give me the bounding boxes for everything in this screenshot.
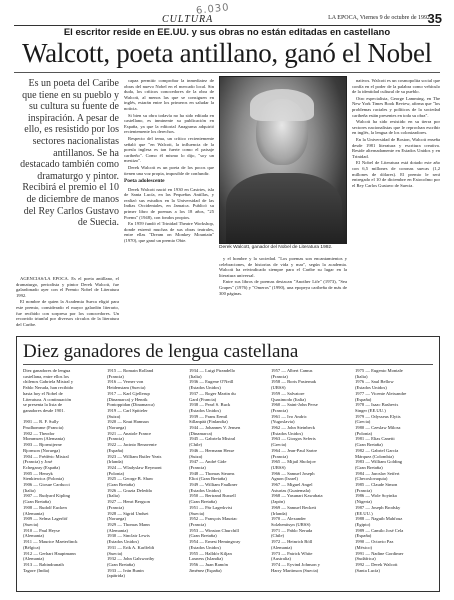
winner-entry: ganadores desde 1901. bbox=[23, 407, 65, 413]
winner-entry: (EE.UU.) bbox=[355, 510, 373, 516]
winner-entry: Jiménez (España) bbox=[189, 567, 222, 573]
article-paragraph: Derek Walcott es un poeta de los pocos que tienen una voz propia, imposible de confundir. bbox=[124, 164, 214, 176]
winner-entry: (Egipto) bbox=[355, 521, 371, 527]
masthead-date: LA EPOCA, Viernes 9 de octubre de 1992 bbox=[328, 15, 430, 21]
article-column-1 bbox=[16, 276, 119, 328]
winner-entry: Sienkiewicz (Polonia) bbox=[23, 476, 64, 482]
winner-entry: 1975 — Eugenio Montale bbox=[355, 368, 403, 373]
winners-column-1 bbox=[23, 368, 101, 573]
kicker: El escritor reside en EE.UU. y sus obras no están editadas en castellano bbox=[63, 27, 391, 38]
winner-entry: (Noruega) bbox=[107, 516, 126, 522]
winner-entry: 1960 — Saint-John Perse bbox=[271, 402, 318, 408]
winner-entry: Márquez (Colombia) bbox=[355, 453, 394, 459]
winner-entry: (España) bbox=[107, 447, 124, 453]
winner-entry: (Suecia) bbox=[23, 521, 39, 527]
winner-entry: (Estados Unidos) bbox=[189, 544, 221, 550]
winner-entry: 1963 — Giorgos Seferis bbox=[271, 436, 316, 442]
winner-entry: 1913 — Rabindranath bbox=[23, 561, 64, 567]
winner-entry: 1980 — Czeslaw Milosz bbox=[355, 425, 401, 431]
winner-entry: (Gran Bretaña) bbox=[189, 499, 217, 505]
winner-entry: (Gran Bretaña) bbox=[107, 561, 135, 567]
winner-entry: 1906 — Giosue Carducci bbox=[23, 482, 70, 488]
winner-entry: (Estados Unidos) bbox=[271, 430, 303, 436]
winner-entry: 1953 — Winston Churchill bbox=[189, 527, 239, 533]
winner-entry: Diez ganadores de lengua bbox=[23, 368, 71, 373]
winner-entry: (Estados Unidos) bbox=[189, 385, 221, 391]
section-name: CULTURA bbox=[162, 14, 214, 25]
winner-entry: (Polonia) bbox=[355, 430, 373, 436]
winner-entry: (Nigeria) bbox=[355, 499, 372, 505]
winner-entry: (Irlanda) bbox=[107, 459, 124, 465]
article-paragraph: capaz permitir comprobar la inmediatez de obras del nuevo Nobel en el mercado local. Sin duda, los críticos conocedores de la obra de Walcott, al menos las que se consiguen en inglés, estarán entre los primeros en saludar la noticia. bbox=[124, 78, 214, 111]
winner-entry: (Sudáfrica) bbox=[355, 556, 376, 562]
winner-entry: hasta hoy el Nobel de bbox=[23, 390, 63, 396]
winner-entry: 1977 — Vicente Aleixandre bbox=[355, 390, 407, 396]
winner-entry: 1984 — Jaroslav Seifert bbox=[355, 470, 400, 476]
article-paragraph: AGENCIAS/LA EPOCA. Es el poeta antillano, el dramaturgo, periodista y pintor Derek Walcott, fue galardonado ayer con el Premio Nobel de Literatura 1992. bbox=[16, 276, 119, 298]
winner-entry: 1910 — Paul Heyse bbox=[23, 527, 60, 533]
winner-entry: 1951 — Pär Lagerkvist bbox=[189, 504, 232, 510]
winner-entry: (Estados Unidos) bbox=[107, 539, 139, 545]
article-paragraph: Respecto del tema, un crítico recientemente señaló que "en Walcott, la influencia de la poesía inglesa es tan fuerte como el paisaje caribeño". Como él mismo lo dijo, "soy un mestizo". bbox=[124, 135, 214, 164]
winner-entry: (Japón) bbox=[271, 499, 285, 505]
winner-entry: 1978 — Isaac Bashevis bbox=[355, 402, 399, 408]
winner-entry: 1934 — Luigi Pirandello bbox=[189, 368, 236, 373]
winners-column-4 bbox=[271, 368, 351, 573]
winner-entry: 1938 — Pearl S. Buck bbox=[189, 402, 231, 408]
winner-entry: (Alemania) bbox=[23, 533, 44, 539]
article-paragraph: El Nobel de Literatura está dotado este año con 6,5 millones de coronas suecas (1,2 millones de dólares). El premio le será entregado el 10 de diciembre en Estocolmo por el Rey Carlos Gustavo de Suecia. bbox=[352, 160, 440, 188]
photo-caption: Derek Walcott, ganador del Nobel de Literatura 1992. bbox=[219, 245, 333, 250]
winner-entry: (Grecia) bbox=[271, 442, 287, 448]
winner-entry: Laxness (Islandia) bbox=[189, 556, 223, 562]
winner-entry: se presenta la lista de bbox=[23, 402, 63, 408]
winner-entry: 1908 — Rudolf Eucken bbox=[23, 504, 67, 510]
winner-entry: (España) bbox=[355, 396, 372, 402]
winner-entry: (Estados Unidos) bbox=[189, 487, 221, 493]
winner-entry: (Suiza) bbox=[189, 453, 203, 459]
winner-entry: 1991 — Nadine Gordimer bbox=[355, 550, 404, 556]
winner-entry: 1958 — Boris Pasternak bbox=[271, 379, 317, 385]
winner-entry: (Alemania) bbox=[23, 556, 44, 562]
winner-entry: chilenos Gabriela Mistral y bbox=[23, 379, 74, 385]
winners-sidebox bbox=[16, 336, 440, 592]
winner-entry: Echegaray (España) bbox=[23, 464, 60, 470]
winner-entry: Eliot (Gran Bretaña) bbox=[189, 476, 227, 482]
winner-entry: 1911 — Maurice Maeterlinck bbox=[23, 539, 78, 545]
winner-entry: 1966 — Samuel Joseph bbox=[271, 470, 315, 476]
winner-entry: 1954 — Ernest Hemingway bbox=[189, 539, 241, 545]
winner-entry: 1955 — Halldór Kiljan bbox=[189, 550, 232, 556]
winner-entry: (apátrida) bbox=[107, 573, 125, 579]
winner-entry: 1932 — John Galsworthy bbox=[107, 556, 155, 562]
winner-entry: 1902 — Theodor bbox=[23, 430, 55, 436]
winner-entry: Literatura. A continuación bbox=[23, 396, 72, 402]
article-paragraph: Otro especialista, George Lamming, en The New York Times Book Review, afirma que "los problemas raciales y políticos de la sociedad caribeña están presentes en toda su obra". bbox=[352, 95, 440, 118]
headline: Walcott, poeta antillano, ganó el Nobel bbox=[22, 38, 432, 68]
winner-entry: Agnon (Israel) bbox=[271, 476, 298, 482]
winner-entry: 1987 — Joseph Brodsky bbox=[355, 504, 401, 510]
winner-entry: (Australia) bbox=[271, 556, 291, 562]
winner-entry: (Francia) bbox=[107, 504, 124, 510]
winner-entry: (Irlanda) bbox=[271, 510, 288, 516]
winner-entry: Tagore (India) bbox=[23, 567, 50, 573]
winner-entry: 1920 — Knut Hamsun bbox=[107, 419, 149, 425]
winner-entry: 1921 — Anatole France bbox=[107, 430, 152, 436]
winner-entry: 1947 — André Gide bbox=[189, 459, 227, 465]
winner-entry: 1923 — William Butler Yeats bbox=[107, 453, 162, 459]
winner-entry: Prudhomme (Francia) bbox=[23, 425, 64, 431]
winner-entry: (Santa Lucía) bbox=[355, 567, 380, 573]
winners-column-3 bbox=[189, 368, 267, 573]
winner-entry: (Francia) bbox=[107, 373, 124, 379]
winner-entry: (Polonia) bbox=[107, 470, 125, 476]
winner-entry: (Estados Unidos) bbox=[355, 385, 387, 391]
winner-entry: Solzhenitsyn (URSS) bbox=[271, 521, 311, 527]
winner-entry: (Suecia) bbox=[107, 550, 123, 556]
winner-entry: Asturias (Guatemala) bbox=[271, 487, 311, 493]
winner-entry: 1949 — William Faulkner bbox=[189, 482, 238, 488]
winner-entry: 1948 — Thomas Stearns bbox=[189, 470, 235, 476]
winner-entry: 1905 — Henryk bbox=[23, 470, 53, 476]
winner-entry: 1944 — Johannes V. Jensen bbox=[189, 425, 241, 431]
winner-entry: (Francia) bbox=[271, 373, 288, 379]
winner-entry: 1945 — Gabriela Mistral bbox=[189, 436, 236, 442]
winner-entry: (Italia) bbox=[355, 373, 368, 379]
winner-entry: (Italia) bbox=[107, 493, 120, 499]
winner-entry: (Gran Bretaña) bbox=[189, 533, 217, 539]
winner-entry: Singer (EE.UU.) bbox=[355, 407, 386, 413]
winner-entry: Heidenstam (Suecia) bbox=[107, 385, 146, 391]
winner-entry: (Chile) bbox=[189, 442, 203, 448]
winner-entry: 1965 — Mijail Sholojov bbox=[271, 459, 317, 465]
page-header bbox=[14, 11, 442, 26]
article-column-4 bbox=[352, 78, 440, 189]
winner-entry: (Estados Unidos) bbox=[189, 407, 221, 413]
winner-entry: (Suecia) bbox=[189, 510, 205, 516]
winner-entry: (Francia) y José bbox=[23, 459, 53, 465]
winner-entry: 1973 — Patrick White bbox=[271, 550, 313, 556]
winners-column-5 bbox=[355, 368, 437, 573]
winner-entry: 1985 — Claude Simon bbox=[355, 482, 398, 488]
winner-entry: castellana, entre ellos los bbox=[23, 373, 69, 379]
sidebox-title: Diez ganadores de lengua castellana bbox=[23, 341, 299, 362]
winner-entry: Pontoppidan (Dinamarca) bbox=[107, 402, 155, 408]
winner-entry: (Italia) bbox=[189, 373, 202, 379]
winner-entry: Quasimodo (Italia) bbox=[271, 396, 306, 402]
winner-entry: (España) bbox=[355, 533, 372, 539]
winner-entry: (Francia) bbox=[189, 521, 206, 527]
winner-entry: 1957 — Albert Camus bbox=[271, 368, 313, 373]
winner-entry: 1928 — Sigrid Undset bbox=[107, 510, 149, 516]
winner-entry: (Checoslovaquia) bbox=[355, 476, 388, 482]
winner-entry: 1927 — Henri Bergson bbox=[107, 499, 150, 505]
winner-entry: 1901 — R. F. Sully bbox=[23, 419, 59, 425]
winner-entry: 1962 — John Steinbeck bbox=[271, 425, 316, 431]
winner-entry: (URSS) bbox=[271, 464, 286, 470]
winner-entry: 1919 — Carl Spitteler bbox=[107, 407, 148, 413]
winner-entry: Sillanpää (Finlandia) bbox=[189, 419, 228, 425]
winner-entry: (Italia) bbox=[23, 487, 36, 493]
article-paragraph: Walcott ha sido resistido en su tierra por sectores nacionalistas que le reprochan escribir en inglés, la lengua de los colonizadores. bbox=[352, 119, 440, 136]
winner-entry: 1967 — Miguel Angel bbox=[271, 482, 313, 488]
author-photo bbox=[219, 76, 347, 244]
article-paragraph: Derek Walcott nació en 1930 en Castries, isla de Santa Lucía, en las Pequeñas Antillas, y realizó sus estudios en la Universidad de las Indias Occidentales, en Jamaica. Publicó su primer libro de poemas a los 18 años, "25 Poems" (1948), con fondos propios. bbox=[124, 186, 214, 220]
winner-entry: Harry Martinson (Suecia) bbox=[271, 567, 319, 573]
lead-paragraph: Es un poeta del Caribe que tiene en su pueblo y su cultura su fuente de inspiración. A pesar de ello, es resistido por los sectores nacionalistas antillanos. Se ha destacado también como dramaturgo y pintor. Recibirá el premio el 10 de diciembre de manos del Rey Carlos Gustavo de Suecia. bbox=[20, 78, 119, 229]
winner-entry: 1931 — Erik A. Karlfeldt bbox=[107, 544, 155, 550]
article-paragraph: Si bien su obra todavía no ha sido editada en castellano, es inminente su publicación en España, ya que la editorial Anagrama adquirió recientemente los derechos. bbox=[124, 112, 214, 135]
sidebox-rule bbox=[23, 364, 433, 365]
winner-entry: (Grecia) bbox=[355, 419, 371, 425]
winner-entry: 1964 — Jean-Paul Sartre bbox=[271, 447, 318, 453]
winner-entry: (Francia) bbox=[355, 487, 372, 493]
winner-entry: (Dinamarca) bbox=[189, 430, 213, 436]
winner-entry: 1909 — Selma Lagerlöf bbox=[23, 516, 68, 522]
winner-entry: Gard (Francia) bbox=[189, 396, 217, 402]
winner-entry: 1989 — Camilo José Cela bbox=[355, 527, 404, 533]
winner-entry: (Gran Bretaña) bbox=[355, 442, 383, 448]
winner-entry: Pablo Neruda, han recibido bbox=[23, 385, 74, 391]
winner-entry: 1950 — Bertrand Russell bbox=[189, 493, 236, 499]
winner-entry: 1904 — Frédéric Mistral bbox=[23, 453, 69, 459]
winner-entry: 1939 — Frans Eemil bbox=[189, 413, 228, 419]
winner-entry: 1917 — Karl Gjellerup bbox=[107, 390, 150, 396]
page-number: 35 bbox=[427, 11, 442, 26]
winner-entry: 1959 — Salvatore bbox=[271, 390, 305, 396]
winner-entry: (Gran Bretaña) bbox=[107, 482, 135, 488]
winner-entry: 1979 — Odysseus Elytis bbox=[355, 413, 401, 419]
winner-entry: 1990 — Octavio Paz bbox=[355, 539, 394, 545]
winner-entry: 1952 — François Mauriac bbox=[189, 516, 238, 522]
winner-entry: 1929 — Thomas Mann bbox=[107, 521, 150, 527]
winner-entry: 1974 — Eyvind Johnson y bbox=[271, 561, 321, 567]
winner-entry: 1982 — Gabriel García bbox=[355, 447, 399, 453]
winner-entry: (Bélgica) bbox=[23, 544, 41, 550]
article-paragraph: El nombre de quien la Academia Sueca eligió para este premio, considerado el mayor galardón literario, fue recibido con sorpresa por los conocedores. Un recorrido triunfal por diversos círculos de la literatura del Caribe. bbox=[16, 299, 119, 327]
winner-entry: 1907 — Rudyard Kipling bbox=[23, 493, 71, 499]
article-column-3 bbox=[219, 256, 347, 297]
winner-entry: 1992 — Derek Walcott bbox=[355, 561, 398, 567]
article-column-2 bbox=[124, 78, 214, 245]
handwritten-note: 6.030 bbox=[195, 2, 231, 17]
winner-entry: 1956 — Juan Ramón bbox=[189, 561, 228, 567]
article-paragraph: En la Universidad de Boston, Walcott enseña desde 1981 literatura y escritura creativa. Reside alternadamente en Estados Unidos y en Trinidad. bbox=[352, 136, 440, 159]
winner-entry: 1969 — Samuel Beckett bbox=[271, 504, 317, 510]
winners-column-2 bbox=[107, 368, 185, 579]
winner-entry: 1976 — Saul Bellow bbox=[355, 379, 394, 385]
article-paragraph: En 1959 fundó el Trinidad Theatre Workshop, donde estrenó muchas de sus obras teatrales, entre ellas "Dream on Monkey Mountain" (1970), que ganó un premio Obie. bbox=[124, 221, 214, 244]
winner-entry: 1936 — Eugene O'Neill bbox=[189, 379, 234, 385]
winner-entry: (Gran Bretaña) bbox=[23, 499, 51, 505]
winner-entry: (Yugoslavia) bbox=[271, 419, 295, 425]
winner-entry: 1922 — Jacinto Benavente bbox=[107, 442, 157, 448]
winner-entry: (URSS) bbox=[271, 385, 286, 391]
winner-entry: 1968 — Yasunari Kawabata bbox=[271, 493, 323, 499]
winner-entry: 1961 — Ivo Andric bbox=[271, 413, 307, 419]
winner-entry: (Alemania) bbox=[23, 510, 44, 516]
winner-entry: Mommsen (Alemania) bbox=[23, 436, 65, 442]
sub-heading: Poeta adolescente bbox=[124, 178, 165, 185]
winner-entry: 1926 — Grazia Deledda bbox=[107, 487, 152, 493]
winner-entry: 1915 — Romain Rolland bbox=[107, 368, 154, 373]
winner-entry: (Alemania) bbox=[107, 527, 128, 533]
winner-entry: 1916 — Verner von bbox=[107, 379, 144, 385]
article-paragraph: Entre sus libros de poemas destacan "Another Life" (1973), "Sea Grapes" (1976) y "Omeros" (1990), una epopeya caribeña de más de 300 páginas. bbox=[219, 279, 347, 296]
winner-entry: 1924 — Wladyslaw Reymont bbox=[107, 464, 162, 470]
winner-entry: 1933 — Iván Bunin bbox=[107, 567, 144, 573]
winner-entry: 1946 — Hermann Hesse bbox=[189, 447, 235, 453]
winner-entry: 1986 — Wole Soyinka bbox=[355, 493, 397, 499]
winner-entry: (Noruega) bbox=[107, 425, 126, 431]
winner-entry: 1983 — William Golding bbox=[355, 459, 403, 465]
winner-entry: (Francia) bbox=[189, 464, 206, 470]
winner-entry: (Chile) bbox=[271, 533, 285, 539]
winner-entry: (Suiza) bbox=[107, 413, 121, 419]
winner-entry: Bjornson (Noruega) bbox=[23, 447, 60, 453]
article-paragraph: y el hombre y la sociedad. "Los poemas son encantamientos y celebraciones, de historias de vida y mar", según la academia. Walcott ha reivindicado siempre para el Caribe su lugar en la literatura universal. bbox=[219, 256, 347, 278]
winner-entry: 1972 — Heinrich Böll bbox=[271, 539, 313, 545]
winner-entry: (Dinamarca) y Henrik bbox=[107, 396, 148, 402]
winner-entry: 1925 — George B. Shaw bbox=[107, 476, 154, 482]
winner-entry: (Gran Bretaña) bbox=[355, 464, 383, 470]
winner-entry: (Francia) bbox=[271, 453, 288, 459]
winner-entry: (Francia) bbox=[107, 436, 124, 442]
winner-entry: 1912 — Gerhart Hauptmann bbox=[23, 550, 76, 556]
article-paragraph: nativos. Walcott es un cosmopolita social que confía en el poder de la palabra como vehículo de la identidad cultural de su pueblo. bbox=[352, 78, 440, 95]
winner-entry: 1970 — Alexander bbox=[271, 516, 306, 522]
winner-entry: 1981 — Elias Canetti bbox=[355, 436, 395, 442]
winner-entry: 1937 — Roger Martin du bbox=[189, 390, 236, 396]
winner-entry: 1903 — Bjornstjerne bbox=[23, 442, 62, 448]
winner-entry: (México) bbox=[355, 544, 373, 550]
headline-rule bbox=[14, 72, 440, 73]
winner-entry: (Alemania) bbox=[271, 544, 292, 550]
winner-entry: 1930 — Sinclair Lewis bbox=[107, 533, 150, 539]
winner-entry: 1988 — Naguib Mahfouz bbox=[355, 516, 403, 522]
winner-entry: (Francia) bbox=[271, 407, 288, 413]
winner-entry: 1971 — Pablo Neruda bbox=[271, 527, 313, 533]
